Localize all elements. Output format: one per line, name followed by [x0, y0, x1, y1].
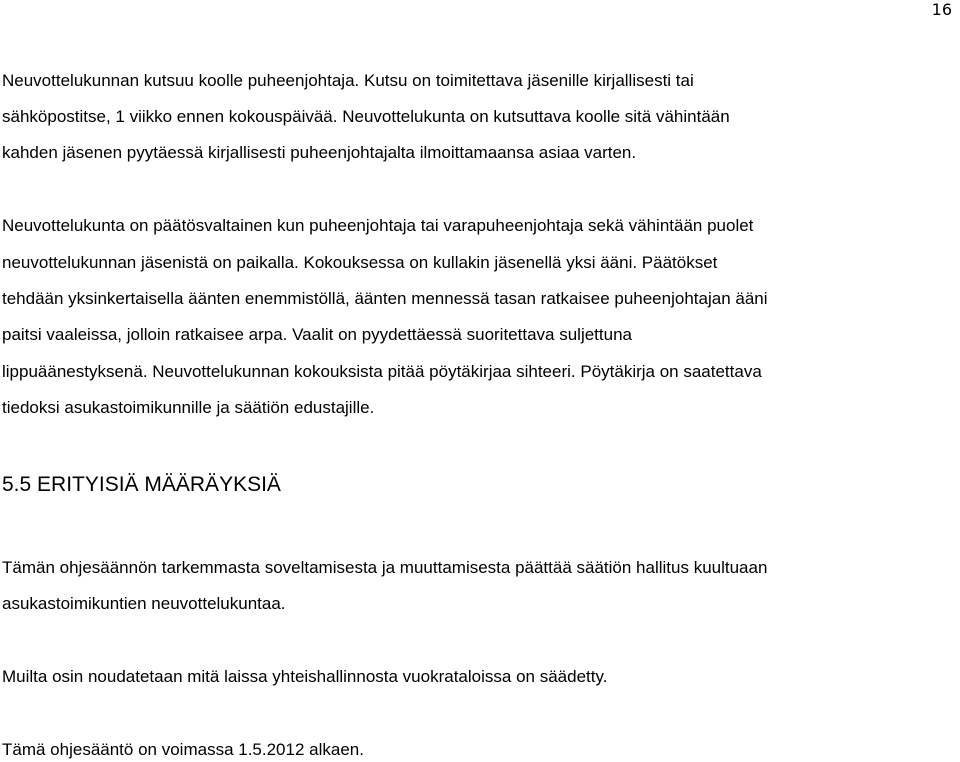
paragraph-effective-date: Tämä ohjesääntö on voimassa 1.5.2012 alkaen. — [2, 740, 364, 759]
text-line: tehdään yksinkertaisella äänten enemmistöllä, äänten mennessä tasan ratkaisee puheenjohtajan ääni — [2, 289, 768, 308]
text-line: Neuvottelukunta on päätösvaltainen kun puheenjohtaja tai varapuheenjohtaja sekä vähintään puolet — [2, 216, 754, 235]
text-line: paitsi vaaleissa, jolloin ratkaisee arpa. Vaalit on pyydettäessä suoritettava suljettuna — [2, 325, 632, 344]
text-line: neuvottelukunnan jäsenistä on paikalla. Kokouksessa on kullakin jäsenellä yksi ääni. Päätökset — [2, 253, 718, 272]
text-line: asukastoimikuntien neuvottelukuntaa. — [2, 594, 286, 613]
page-number: 16 — [931, 0, 952, 19]
paragraph-other-rules: Muilta osin noudatetaan mitä laissa yhteishallinnosta vuokrataloissa on säädetty. — [2, 667, 608, 686]
text-line: sähköpostitse, 1 viikko ennen kokouspäivää. Neuvottelukunta on kutsuttava koolle sitä vähintään — [2, 107, 730, 126]
text-line: kahden jäsenen pyytäessä kirjallisesti puheenjohtajalta ilmoittamaansa asiaa varten. — [2, 143, 637, 162]
section-heading: 5.5 ERITYISIÄ MÄÄRÄYKSIÄ — [2, 473, 281, 496]
text-line: Tämän ohjesäännön tarkemmasta soveltamisesta ja muuttamisesta päättää säätiön hallitus kuultuaan — [2, 558, 768, 577]
text-line: tiedoksi asukastoimikunnille ja säätiön edustajille. — [2, 398, 375, 417]
text-line: Neuvottelukunnan kutsuu koolle puheenjohtaja. Kutsu on toimitettava jäsenille kirjallisesti tai — [2, 71, 694, 90]
text-line: lippuäänestyksenä. Neuvottelukunnan kokouksista pitää pöytäkirjaa sihteeri. Pöytäkirja on saatettava — [2, 362, 762, 381]
